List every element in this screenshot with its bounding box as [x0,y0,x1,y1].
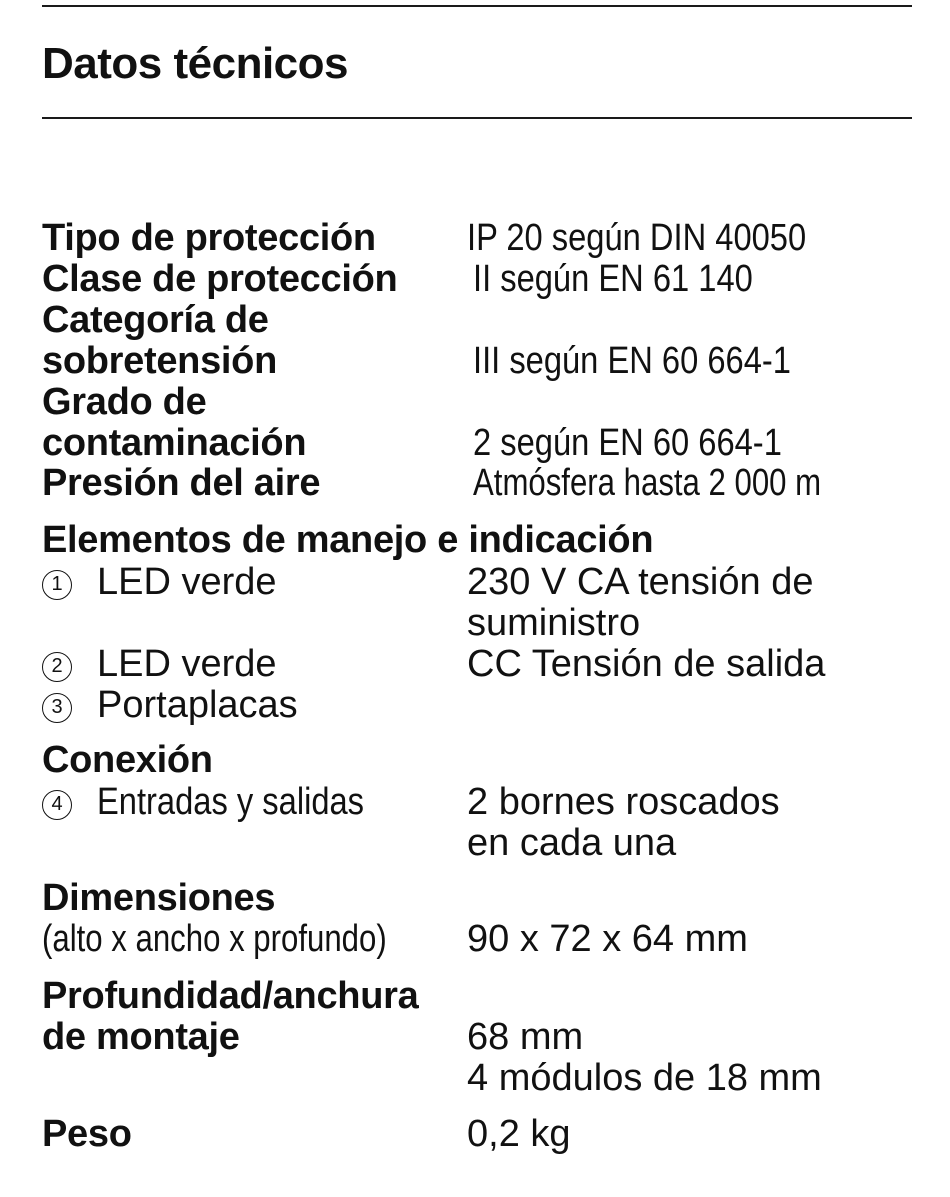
peso-label: Peso [42,1113,132,1155]
elemento-2-value: CC Tensión de salida [467,643,826,685]
montaje-label-line1: Profundidad/anchura [42,975,419,1017]
tipo-proteccion-value: IP 20 según DIN 40050 [467,217,807,259]
montaje-value-line1: 68 mm [467,1016,584,1058]
elemento-2-label: LED verde [97,643,277,685]
title-underline [42,117,912,119]
dimensiones-sub-label: (alto x ancho x profundo) [42,918,387,960]
grado-value: 2 según EN 60 664-1 [473,422,782,464]
page-title: Datos técnicos [42,39,348,88]
categoria-label-line1: Categoría de [42,299,269,341]
clase-proteccion-value: II según EN 61 140 [473,258,753,300]
categoria-label-line2: sobretensión [42,340,277,382]
dimensiones-value: 90 x 72 x 64 mm [467,918,748,960]
conexion-item-value-line1: 2 bornes roscados [467,781,780,823]
callout-number-1-icon: 1 [42,570,72,600]
presion-value: Atmósfera hasta 2 000 m [473,462,822,504]
clase-proteccion-label: Clase de protección [42,258,398,300]
categoria-value: III según EN 60 664-1 [473,340,791,382]
peso-value: 0,2 kg [467,1113,571,1155]
conexion-item-label: Entradas y salidas [97,781,365,823]
elementos-heading: Elementos de manejo e indicación [42,519,654,561]
montaje-label-line2: de montaje [42,1016,240,1058]
elemento-1-value-line1: 230 V CA tensión de [467,561,814,603]
elemento-1-value-line2: suministro [467,602,641,644]
callout-number-4-icon: 4 [42,790,72,820]
montaje-value-line2: 4 módulos de 18 mm [467,1057,822,1099]
top-rule [42,5,912,7]
presion-label: Presión del aire [42,462,321,504]
dimensiones-heading: Dimensiones [42,877,276,919]
callout-number-2-icon: 2 [42,652,72,682]
elemento-3-label: Portaplacas [97,684,298,726]
tipo-proteccion-label: Tipo de protección [42,217,376,259]
grado-label-line2: contaminación [42,422,307,464]
conexion-item-value-line2: en cada una [467,822,677,864]
callout-number-3-icon: 3 [42,693,72,723]
grado-label-line1: Grado de [42,381,207,423]
elemento-1-label: LED verde [97,561,277,603]
conexion-heading: Conexión [42,739,213,781]
